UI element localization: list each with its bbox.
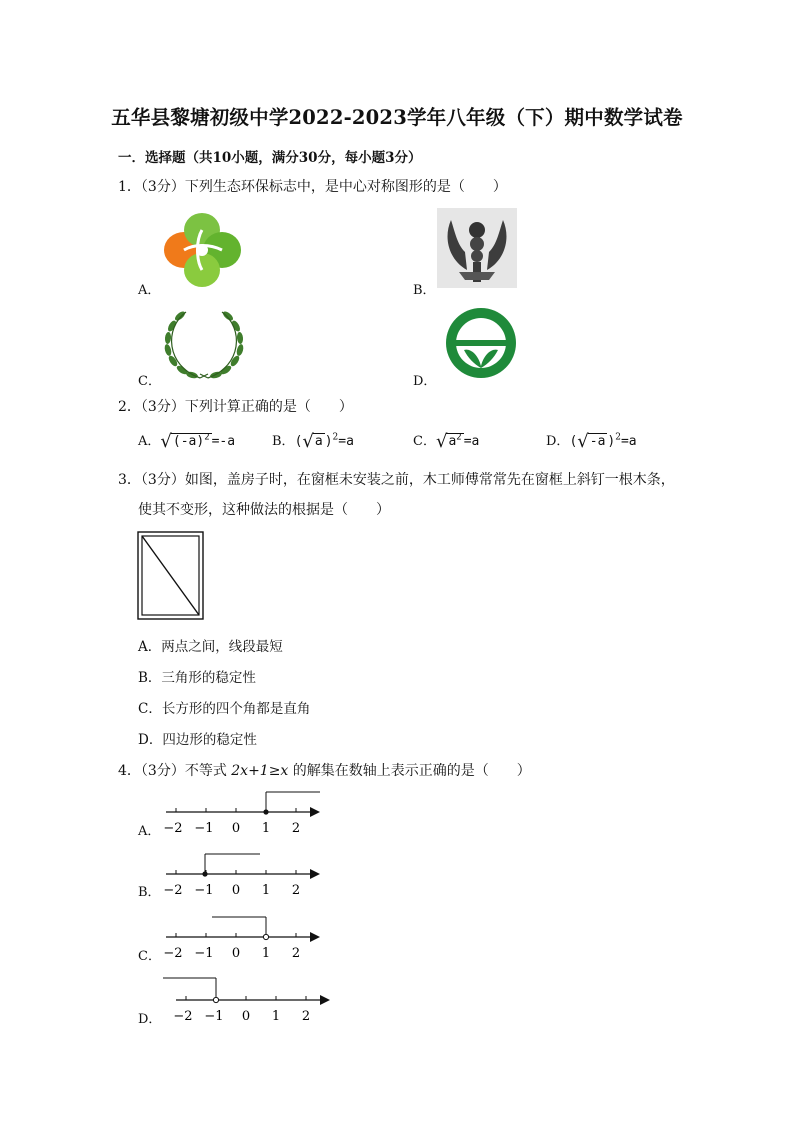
q2-label-d: D．	[546, 434, 570, 449]
sqrt-icon: √	[577, 431, 589, 452]
q2-a-inner: (-a)	[172, 434, 205, 449]
q3-option-b: B．三角形的稳定性	[138, 670, 256, 686]
number-line-c	[160, 913, 325, 965]
q2-option-b: B．(√a )$^2$=a	[272, 431, 354, 452]
q2-a-rhs: =-a	[211, 434, 236, 449]
flame-tower-icon	[437, 208, 517, 288]
q4-label-c: C．	[138, 949, 161, 964]
tick-label: 0	[241, 1009, 251, 1024]
tick-label: 1	[261, 883, 271, 898]
question-3-stem-line1: 3．（3分）如图，盖房子时，在窗框未安装之前，木工师傅常常先在窗框上斜钉一根木条，	[118, 472, 675, 488]
tick-label: −2	[163, 946, 183, 961]
window-frame-figure	[137, 531, 204, 620]
q1-label-c: C．	[138, 374, 161, 389]
q2-a-exp: 2	[204, 432, 210, 443]
q2-d-inner: -a	[589, 434, 606, 449]
tick-label: 2	[301, 1009, 311, 1024]
q4-label-b: B．	[138, 885, 161, 900]
tick-label: −2	[163, 821, 183, 836]
number-line-a	[160, 788, 325, 840]
q2-b-inner: a	[314, 434, 323, 449]
q3-option-a: A．两点之间，线段最短	[138, 639, 283, 655]
tick-label: 1	[261, 821, 271, 836]
question-4-stem	[118, 760, 531, 780]
tick-label: 0	[231, 821, 241, 836]
q3-option-d: D．四边形的稳定性	[138, 732, 257, 748]
q2-label-b: B．	[272, 434, 295, 449]
q2-b-rhs: =a	[338, 434, 354, 449]
q1-label-b: B．	[413, 283, 436, 298]
tick-label: 0	[231, 883, 241, 898]
tick-label: 1	[261, 946, 271, 961]
q1-label-a: A．	[138, 283, 161, 298]
tick-label: −2	[163, 883, 183, 898]
q4-label-a: A．	[138, 824, 161, 839]
q4-stem-prefix: 4．（3分）不等式	[118, 763, 232, 779]
question-1-stem: 1．（3分）下列生态环保标志中，是中心对称图形的是（ ）	[118, 179, 507, 195]
q2-c-inner: a	[448, 434, 457, 449]
tick-label: 1	[271, 1009, 281, 1024]
laurel-wreath-icon	[160, 304, 248, 382]
q4-stem-suffix: 的解集在数轴上表示正确的是（ ）	[288, 763, 531, 779]
page-title: 五华县黎塘初级中学2022-2023学年八年级（下）期中数学试卷	[111, 106, 683, 129]
sqrt-icon: √	[302, 431, 314, 452]
q2-label-a: A．	[138, 434, 161, 449]
tick-label: −1	[204, 1009, 224, 1024]
leaf-clover-icon	[160, 210, 244, 290]
sqrt-icon: √	[435, 431, 448, 452]
tick-label: −1	[194, 883, 214, 898]
section-heading: 一．选择题（共10小题，满分30分，每小题3分）	[118, 150, 422, 166]
tick-label: −1	[194, 946, 214, 961]
tick-label: −1	[194, 821, 214, 836]
q3-option-c: C．长方形的四个角都是直角	[138, 701, 311, 717]
q1-label-d: D．	[413, 374, 437, 389]
q2-option-a	[138, 430, 236, 452]
q2-option-c	[413, 430, 480, 452]
number-line-d	[160, 976, 335, 1028]
q2-d-rhs: =a	[620, 434, 637, 449]
green-food-icon	[444, 306, 518, 380]
tick-label: 2	[291, 946, 301, 961]
tick-label: 2	[291, 821, 301, 836]
tick-label: 2	[291, 883, 301, 898]
q4-label-d: D．	[138, 1012, 162, 1027]
q2-label-c: C．	[413, 434, 436, 449]
q4-stem-math: 2x+1≥x	[231, 763, 289, 779]
sqrt-icon: √	[160, 431, 172, 452]
tick-label: 0	[231, 946, 241, 961]
q2-option-d: D．(√-a )$^2$=a	[546, 431, 637, 452]
q2-c-exp: 2	[456, 432, 462, 443]
number-line-b	[160, 850, 325, 902]
tick-label: −2	[173, 1009, 193, 1024]
q2-d-exp: 2	[615, 432, 621, 443]
question-3-stem-line2: 使其不变形，这种做法的根据是（ ）	[138, 502, 390, 518]
q2-b-exp: 2	[332, 432, 339, 443]
q2-c-rhs: =a	[463, 434, 480, 449]
question-2-stem: 2．（3分）下列计算正确的是（ ）	[118, 399, 353, 415]
